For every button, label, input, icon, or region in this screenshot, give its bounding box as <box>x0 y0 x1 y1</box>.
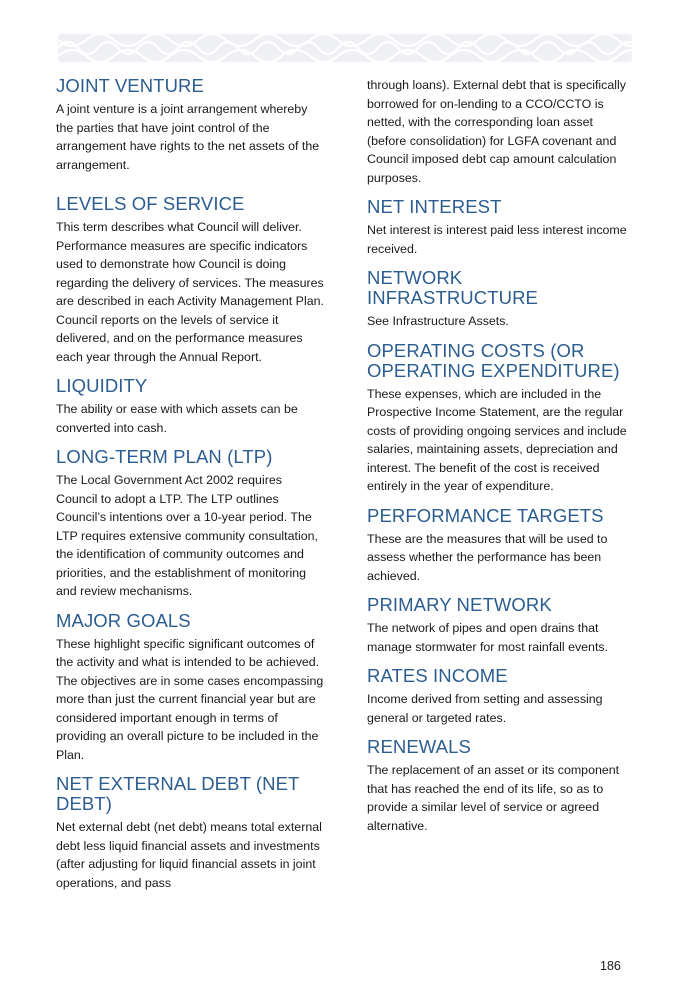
entry-heading: RENEWALS <box>367 736 471 757</box>
entry-heading: NETWORK INFRASTRUCTURE <box>367 267 538 308</box>
entry-text: These expenses, which are included in the Prospective Income Statement, are the regular costs of providing ongoing services and include salaries, maintaining assets, depreciation and interest. The benefit of the cost is received entirely in the year of expenditure. <box>367 386 627 493</box>
entry-text: The ability or ease with which assets can be converted into cash. <box>56 402 298 435</box>
entry-heading: NET EXTERNAL DEBT (NET DEBT) <box>56 773 300 814</box>
entry-text: A joint venture is a joint arrangement whereby the parties that have joint control of the arrangement have rights to the net assets of the arrangement. <box>56 102 320 172</box>
glossary-entry <box>367 595 632 656</box>
entry-text: The network of pipes and open drains that manage stormwater for most rainfall events. <box>367 621 609 654</box>
decorative-pattern-banner <box>58 34 632 62</box>
glossary-entry <box>56 447 324 601</box>
entry-heading: NET INTEREST <box>367 196 502 217</box>
entry-text: Net interest is interest paid less interest income received. <box>367 223 627 256</box>
entry-heading: OPERATING COSTS (OR OPERATING EXPENDITURE) <box>367 339 620 381</box>
glossary-entry <box>56 76 324 174</box>
right-column <box>367 70 632 845</box>
entry-heading: MAJOR GOALS <box>56 609 191 631</box>
entry-text: The replacement of an asset or its component that has reached the end of its life, so as to provide a similar level of service or agreed alternative. <box>367 763 620 833</box>
entry-heading: PRIMARY NETWORK <box>367 594 552 615</box>
entry-heading: LONG-TERM PLAN (LTP) <box>56 446 273 467</box>
entry-heading: LEVELS OF SERVICE <box>56 193 245 214</box>
entry-heading: RATES INCOME <box>367 665 508 686</box>
glossary-entry <box>367 268 632 331</box>
glossary-entry <box>367 737 632 835</box>
glossary-entry <box>56 376 324 437</box>
entry-heading: JOINT VENTURE <box>56 75 204 96</box>
glossary-entry <box>56 774 324 892</box>
glossary-entry <box>367 506 632 586</box>
page-number: 186 <box>600 959 621 973</box>
glossary-entry <box>56 194 324 366</box>
glossary-entry <box>367 666 632 727</box>
entry-text: This term describes what Council will deliver. Performance measures are specific indicators used to demonstrate how Council is doing regarding the delivery of services. The measures are described in each Activity Management Plan. Council reports on the levels of service it delivered, and on the performance measures each year through the Annual Report. <box>56 220 324 364</box>
glossary-entry <box>56 611 324 765</box>
entry-text: Net external debt (net debt) means total external debt less liquid financial assets and investments (after adjusting for liquid financial assets in joint operations, and pass <box>56 820 322 890</box>
entry-heading: LIQUIDITY <box>56 375 148 396</box>
entry-text: See Infrastructure Assets. <box>367 314 509 328</box>
entry-text: These are the measures that will be used to assess whether the performance has been achieved. <box>367 531 608 583</box>
glossary-entry <box>367 197 632 258</box>
glossary-entry <box>367 341 632 496</box>
continued-text: through loans). External debt that is specifically borrowed for on-lending to a CCO/CCTO is netted, with the corresponding loan asset (before consolidation) for LGFA covenant and Council imposed debt cap amount calculation purposes. <box>367 78 626 185</box>
pattern-graphic <box>58 34 632 62</box>
entry-text: Income derived from setting and assessing general or targeted rates. <box>367 692 603 725</box>
left-column <box>56 70 324 902</box>
entry-text: These highlight specific significant outcomes of the activity and what is intended to be achieved. The objectives are in some cases encompassing more than just the current financial year but are considered important enough in terms of providing an overall picture to be included in the Plan. <box>56 636 324 762</box>
entry-heading: PERFORMANCE TARGETS <box>367 504 604 526</box>
entry-text: The Local Government Act 2002 requires Council to adopt a LTP. The LTP outlines Council’s intentions over a 10-year period. The LTP requires extensive community consultation, the identification of community outcomes and priorities, and the establishment of monitoring and review mechanisms. <box>56 473 318 598</box>
